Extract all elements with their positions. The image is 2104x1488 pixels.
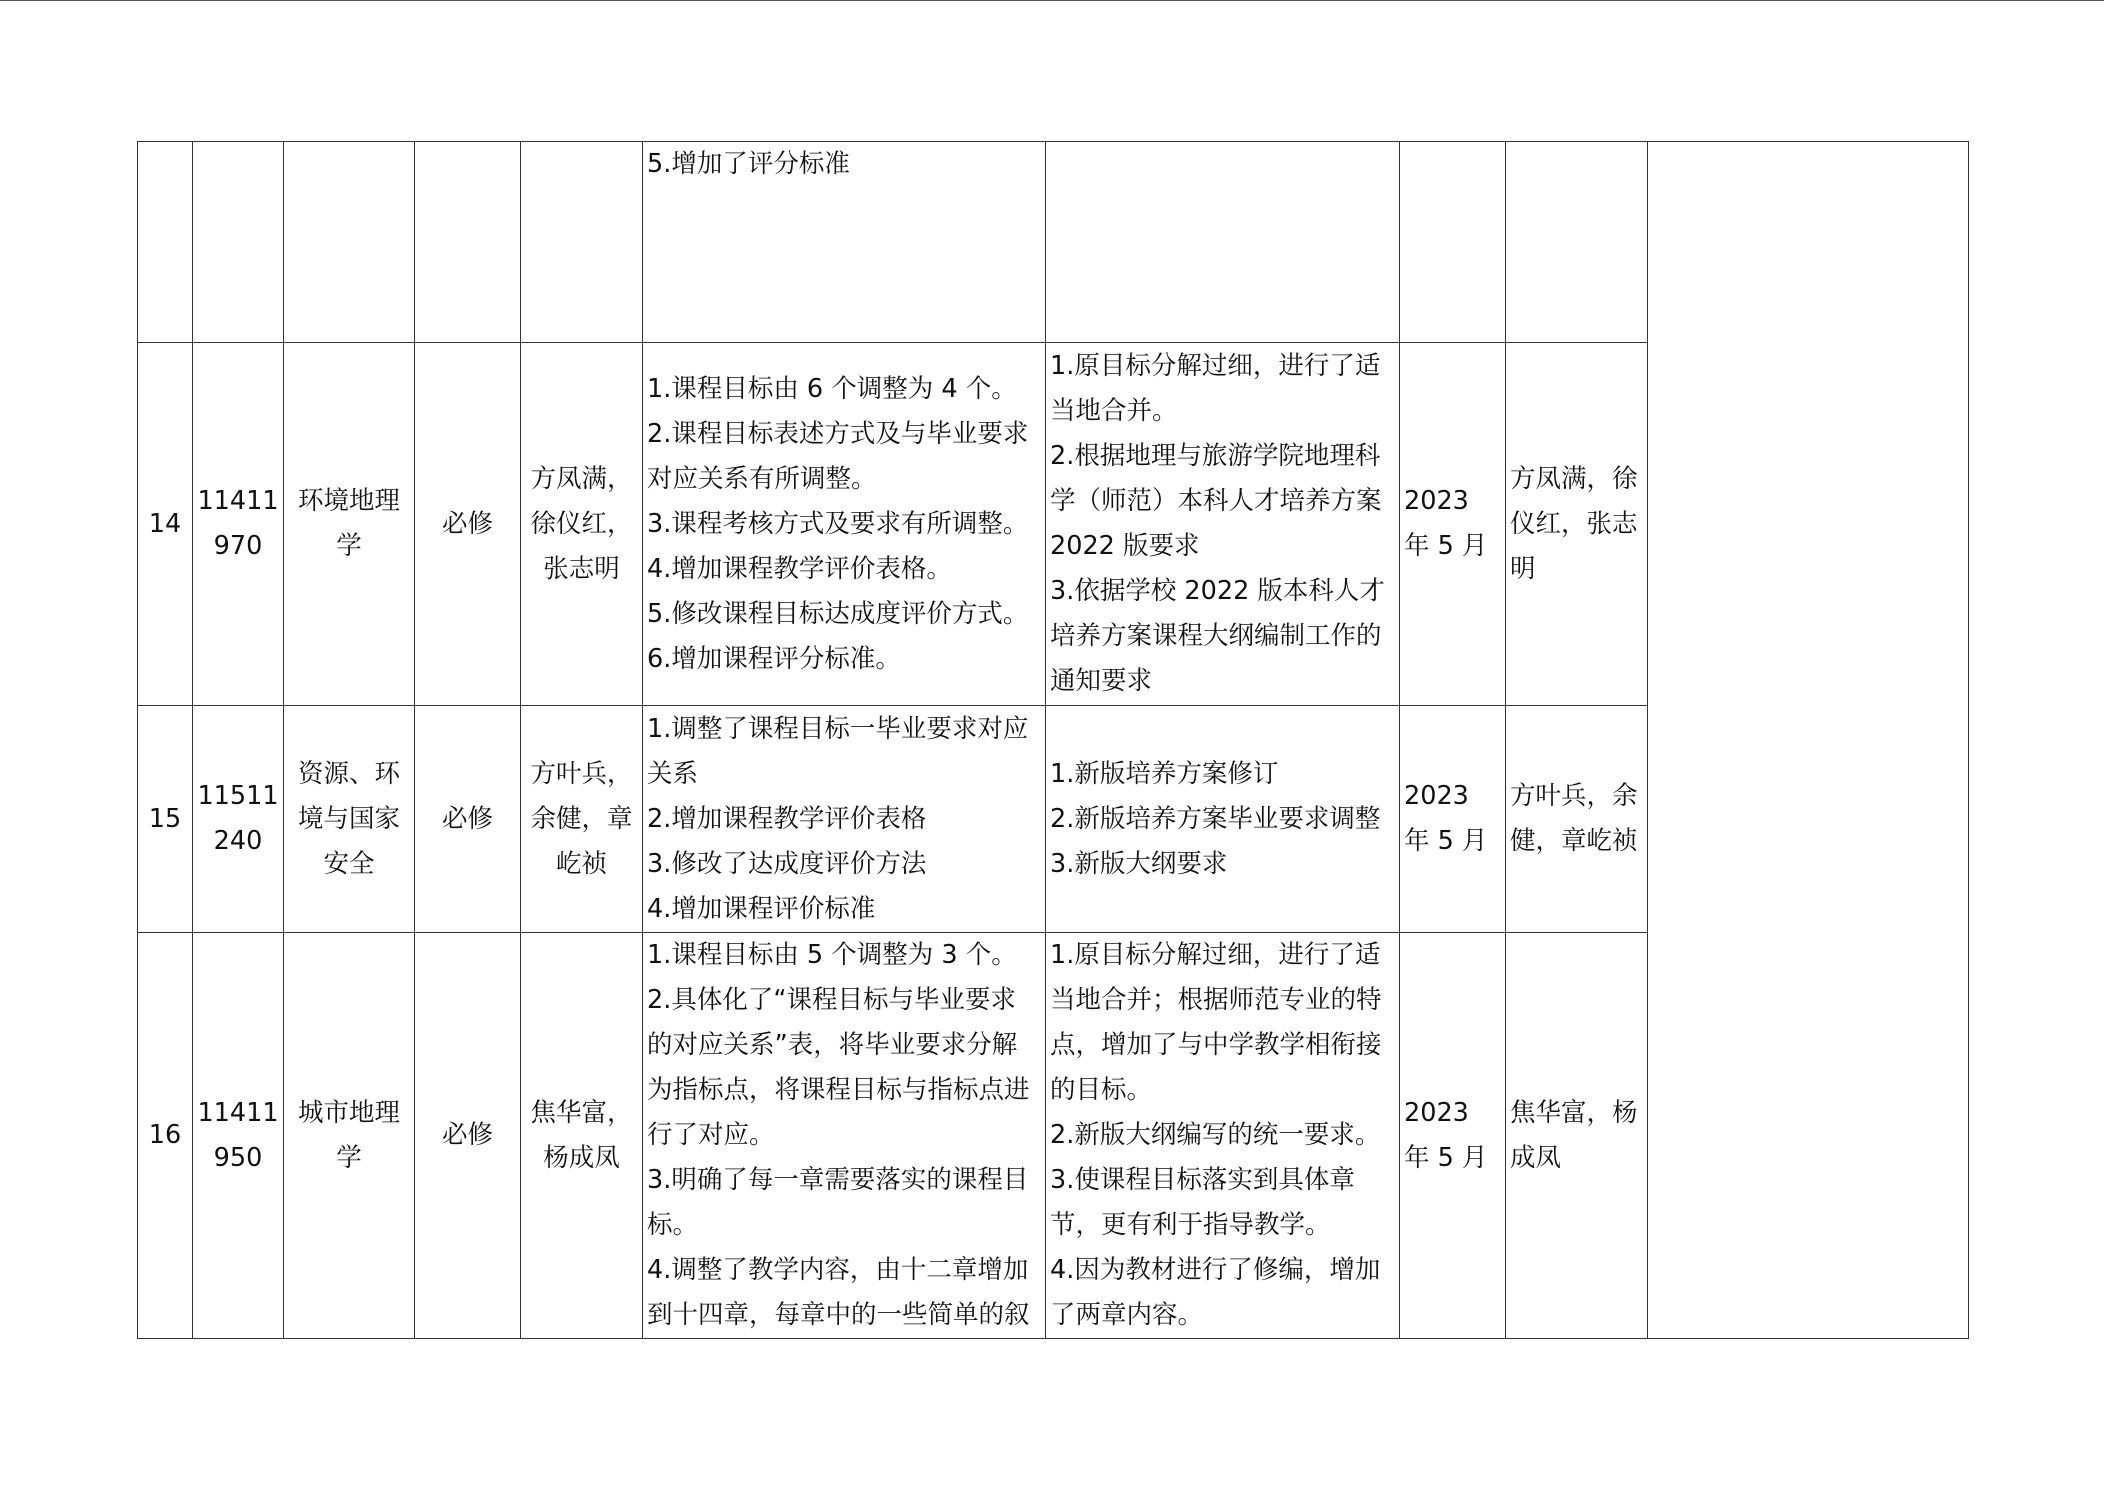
change-line: 3.课程考核方式及要求有所调整。 [647, 508, 1029, 539]
reason-line: 1.原目标分解过细，进行了适当地合并。 [1050, 351, 1381, 426]
cell-code: 11511240 [193, 706, 284, 933]
reason-line: 1.新版培养方案修订 [1050, 758, 1279, 789]
cell-course-type: 必修 [415, 706, 521, 933]
cell-reviser: 方叶兵，余健，章屹祯 [1506, 706, 1648, 933]
cell-remarks [1648, 142, 1969, 1339]
cell-seq: 14 [138, 343, 193, 706]
change-line: 3.修改了达成度评价方法 [647, 848, 927, 879]
reason-line: 1.原目标分解过细，进行了适当地合并；根据师范专业的特点，增加了与中学教学相衔接的目标。 [1050, 940, 1382, 1105]
cell-course-type: 必修 [415, 933, 521, 1339]
change-line: 1.课程目标由 5 个调整为 3 个。 [647, 940, 1017, 970]
cell-authors: 方凤满，徐仪红，张志明 [521, 343, 643, 706]
reason-line: 3.依据学校 2022 版本科人才培养方案课程大纲编制工作的通知要求 [1050, 576, 1385, 696]
change-line: 1.调整了课程目标一毕业要求对应关系 [647, 713, 1029, 789]
course-revision-table [137, 141, 1969, 1339]
cell-course-type [415, 142, 521, 343]
page-top-border [0, 0, 2104, 1]
cell-reasons [1046, 706, 1400, 933]
reason-line: 2.新版培养方案毕业要求调整 [1050, 803, 1381, 834]
cell-course-type: 必修 [415, 343, 521, 706]
change-line: 4.调整了教学内容，由十二章增加到十四章，每章中的一些简单的叙 [647, 1255, 1030, 1330]
reason-line: 2.新版大纲编写的统一要求。 [1050, 1120, 1381, 1150]
cell-course-name [284, 142, 415, 343]
cell-reviser [1506, 142, 1648, 343]
cell-changes [643, 933, 1046, 1339]
cell-seq: 15 [138, 706, 193, 933]
cell-course-name: 资源、环境与国家安全 [284, 706, 415, 933]
cell-code [193, 142, 284, 343]
reason-line: 2.根据地理与旅游学院地理科学（师范）本科人才培养方案 2022 版要求 [1050, 441, 1382, 561]
cell-reasons [1046, 343, 1400, 706]
change-line: 2.具体化了“课程目标与毕业要求的对应关系”表，将毕业要求分解为指标点，将课程目标与指标点进行了对应。 [647, 985, 1030, 1150]
cell-code: 11411970 [193, 343, 284, 706]
reason-line: 3.使课程目标落实到具体章节，更有利于指导教学。 [1050, 1165, 1355, 1240]
cell-reviser: 焦华富，杨成凤 [1506, 933, 1648, 1339]
cell-authors: 焦华富，杨成凤 [521, 933, 643, 1339]
cell-code: 11411950 [193, 933, 284, 1339]
change-line: 5.增加了评分标准 [647, 149, 850, 179]
change-line: 4.增加课程教学评价表格。 [647, 553, 952, 584]
cell-changes [643, 706, 1046, 933]
cell-changes [643, 142, 1046, 343]
change-line: 3.明确了每一章需要落实的课程目标。 [647, 1165, 1029, 1240]
cell-authors: 方叶兵，余健，章屹祯 [521, 706, 643, 933]
change-line: 2.增加课程教学评价表格 [647, 803, 927, 834]
cell-changes [643, 343, 1046, 706]
cell-reasons [1046, 933, 1400, 1339]
cell-course-name: 城市地理学 [284, 933, 415, 1339]
cell-reasons [1046, 142, 1400, 343]
change-line: 6.增加课程评分标准。 [647, 643, 901, 674]
cell-authors [521, 142, 643, 343]
cell-course-name: 环境地理学 [284, 343, 415, 706]
reason-line: 3.新版大纲要求 [1050, 848, 1228, 879]
cell-date [1400, 142, 1506, 343]
cell-date: 2023 年 5 月 [1400, 706, 1506, 933]
reason-line: 4.因为教材进行了修编，增加了两章内容。 [1050, 1255, 1381, 1330]
table-row-continued [138, 142, 1969, 343]
cell-seq: 16 [138, 933, 193, 1339]
change-line: 4.增加课程评价标准 [647, 893, 876, 924]
cell-date: 2023 年 5 月 [1400, 933, 1506, 1339]
change-line: 2.课程目标表述方式及与毕业要求对应关系有所调整。 [647, 418, 1029, 494]
cell-reviser: 方凤满，徐仪红，张志明 [1506, 343, 1648, 706]
cell-date: 2023 年 5 月 [1400, 343, 1506, 706]
change-line: 1.课程目标由 6 个调整为 4 个。 [647, 373, 1017, 404]
cell-seq [138, 142, 193, 343]
change-line: 5.修改课程目标达成度评价方式。 [647, 598, 1029, 629]
